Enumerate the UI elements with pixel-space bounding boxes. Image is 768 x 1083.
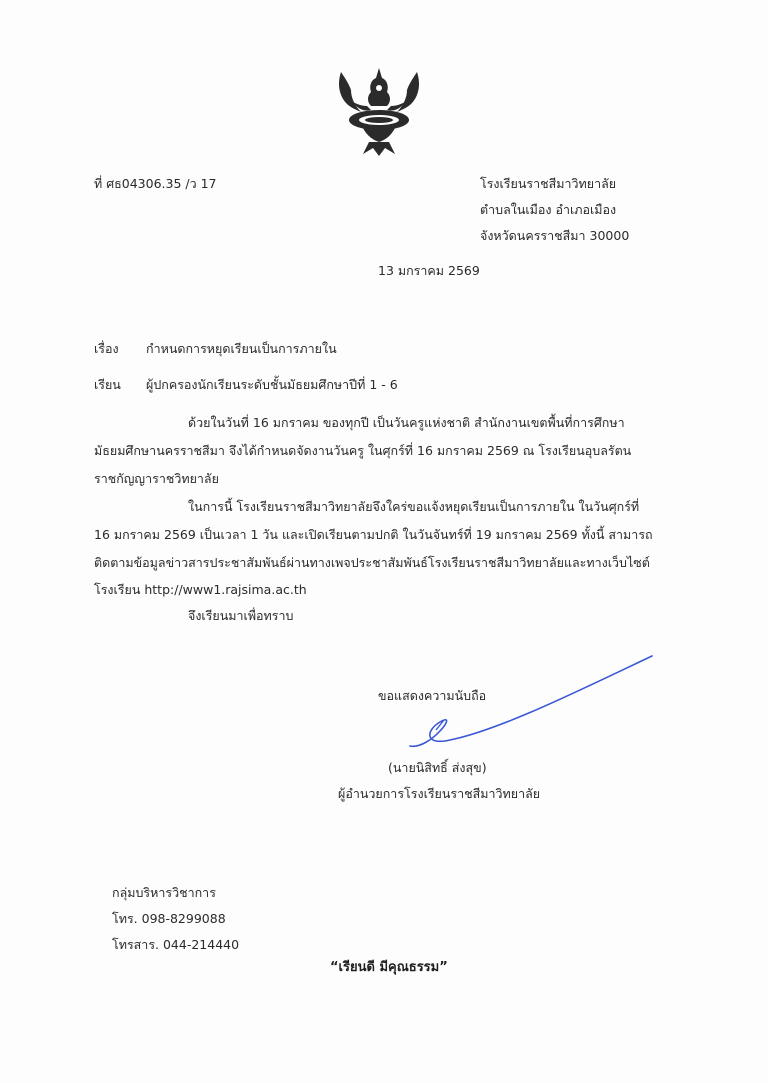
- signer-title: ผู้อำนวยการโรงเรียนราชสีมาวิทยาลัย: [338, 786, 541, 801]
- garuda-emblem-icon: [333, 62, 425, 158]
- body-paragraph-1-line-3: ราชกัญญาราชวิทยาลัย: [94, 471, 219, 486]
- body-paragraph-2-line-4: โรงเรียน http://www1.rajsima.ac.th: [94, 582, 307, 597]
- signer-name: (นายนิสิทธิ์ ส่งสุข): [388, 760, 487, 775]
- school-motto: “เรียนดี มีคุณธรรม”: [330, 960, 448, 975]
- complimentary-close: ขอแสดงความนับถือ: [378, 688, 487, 703]
- footer-fax: โทรสาร. 044-214440: [112, 937, 240, 952]
- subject-text: กำหนดการหยุดเรียนเป็นการภายใน: [146, 341, 337, 356]
- sender-subdistrict: ตำบลในเมือง อำเภอเมือง: [480, 202, 617, 217]
- subject-label: เรื่อง: [94, 341, 119, 356]
- footer-phone: โทร. 098-8299088: [112, 911, 226, 926]
- footer-department: กลุ่มบริหารวิชาการ: [112, 885, 216, 900]
- body-paragraph-2-line-3: ติดตามข้อมูลข่าวสารประชาสัมพันธ์ผ่านทางเพจประชาสัมพันธ์โรงเรียนราชสีมาวิทยาลัยและทางเว็บไซต์: [94, 555, 650, 570]
- body-paragraph-1-line-1: ด้วยในวันที่ 16 มกราคม ของทุกปี เป็นวันครูแห่งชาติ สำนักงานเขตพื้นที่การศึกษา: [188, 415, 625, 430]
- signature-icon: [400, 650, 660, 750]
- recipient-label: เรียน: [94, 377, 121, 392]
- body-paragraph-2-line-1: ในการนี้ โรงเรียนราชสีมาวิทยาลัยจึงใคร่ขอแจ้งหยุดเรียนเป็นการภายใน ในวันศุกร์ที่: [188, 499, 640, 514]
- reference-number: ที่ ศธ04306.35 /ว 17: [94, 176, 217, 191]
- body-paragraph-2-line-2: 16 มกราคม 2569 เป็นเวลา 1 วัน และเปิดเรียนตามปกติ ในวันจันทร์ที่ 19 มกราคม 2569 ทั้งนี้ สามารถ: [94, 527, 653, 542]
- recipient-text: ผู้ปกครองนักเรียนระดับชั้นมัธยมศึกษาปีที่ 1 - 6: [146, 377, 398, 392]
- body-paragraph-1-line-2: มัธยมศึกษานครราชสีมา จึงได้กำหนดจัดงานวันครู ในศุกร์ที่ 16 มกราคม 2569 ณ โรงเรียนอุบลรัตน: [94, 443, 632, 458]
- sender-school-name: โรงเรียนราชสีมาวิทยาลัย: [480, 176, 617, 191]
- letter-date: 13 มกราคม 2569: [378, 263, 480, 278]
- closing-line: จึงเรียนมาเพื่อทราบ: [188, 608, 294, 623]
- sender-province: จังหวัดนครราชสีมา 30000: [480, 228, 630, 243]
